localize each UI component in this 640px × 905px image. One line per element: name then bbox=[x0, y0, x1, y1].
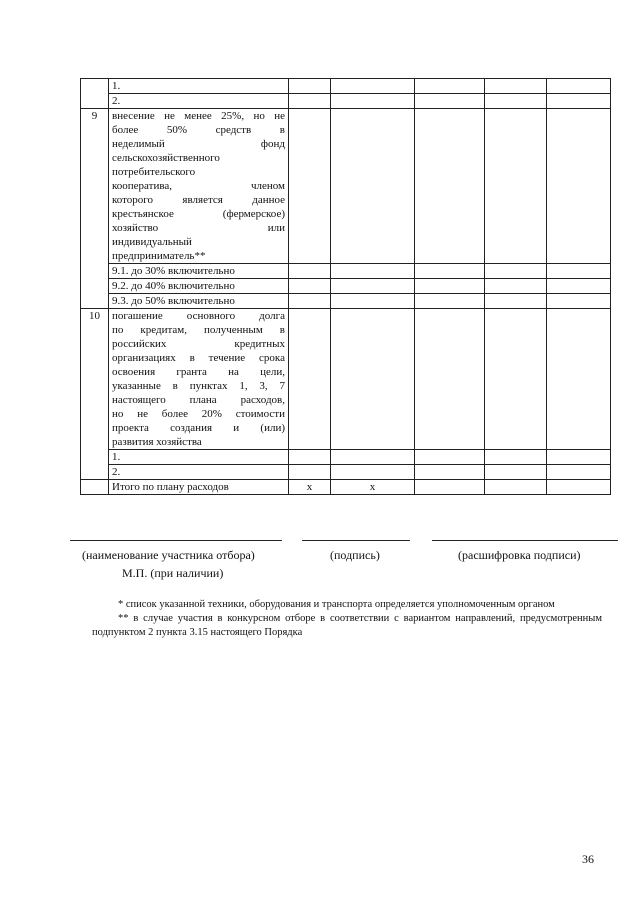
description-line: кооператива, членом bbox=[112, 180, 285, 192]
value-cell bbox=[331, 79, 415, 94]
value-cell bbox=[485, 94, 547, 109]
table-row bbox=[81, 279, 611, 294]
value-cell bbox=[547, 450, 611, 465]
row-description-cell bbox=[109, 109, 289, 264]
value-cell bbox=[331, 465, 415, 480]
value-cell bbox=[485, 279, 547, 294]
row-description-cell bbox=[109, 309, 289, 450]
value-cell bbox=[547, 309, 611, 450]
value-cell bbox=[415, 79, 485, 94]
expense-plan-table bbox=[80, 78, 611, 495]
table-row bbox=[81, 294, 611, 309]
table-row bbox=[81, 79, 611, 94]
description-line: неделимый фонд bbox=[112, 138, 285, 150]
value-cell bbox=[485, 450, 547, 465]
value-cell bbox=[289, 79, 331, 94]
value-cell bbox=[547, 279, 611, 294]
total-x-cell: х bbox=[289, 480, 331, 495]
footnotes bbox=[92, 598, 602, 640]
value-cell bbox=[485, 109, 547, 264]
value-cell bbox=[289, 109, 331, 264]
description-line: российских кредитных bbox=[112, 338, 285, 350]
value-cell bbox=[331, 264, 415, 279]
table-row bbox=[81, 264, 611, 279]
page-number: 36 bbox=[582, 852, 594, 866]
row-description-cell: 2. bbox=[109, 94, 289, 109]
row-number-cell: 9 bbox=[81, 109, 109, 309]
total-number-cell bbox=[81, 480, 109, 495]
value-cell bbox=[485, 480, 547, 495]
value-cell bbox=[289, 264, 331, 279]
footnote-2: ** в случае участия в конкурсном отборе в соответствии с вариантом направлений, предусмотренным подпунктом 2 пункта 3.15 настоящего Порядка bbox=[92, 613, 602, 638]
row-description-cell: 1. bbox=[109, 79, 289, 94]
total-row bbox=[81, 480, 611, 495]
description-line: проекта создания и (или) bbox=[112, 422, 285, 434]
row-description-cell: 9.1. до 30% включительно bbox=[109, 264, 289, 279]
stamp-caption: М.П. (при наличии) bbox=[122, 566, 224, 580]
value-cell bbox=[289, 465, 331, 480]
table-row bbox=[81, 109, 611, 264]
row-description-cell: 1. bbox=[109, 450, 289, 465]
value-cell bbox=[331, 279, 415, 294]
description-line: предприниматель** bbox=[112, 250, 206, 262]
value-cell bbox=[547, 79, 611, 94]
value-cell bbox=[331, 294, 415, 309]
value-cell bbox=[485, 79, 547, 94]
description-line: потребительского bbox=[112, 166, 196, 178]
value-cell bbox=[331, 309, 415, 450]
description-line: которого является данное bbox=[112, 194, 285, 206]
decode-line bbox=[432, 540, 618, 541]
sign-line bbox=[302, 540, 410, 541]
row-number-cell bbox=[81, 79, 109, 109]
description-line: организациях в течение срока bbox=[112, 352, 285, 364]
signature-lines bbox=[70, 540, 618, 544]
description-line: крестьянское (фермерское) bbox=[112, 208, 285, 220]
table-row bbox=[81, 309, 611, 450]
description-line: развития хозяйства bbox=[112, 436, 202, 448]
value-cell bbox=[415, 450, 485, 465]
value-cell bbox=[485, 264, 547, 279]
footnote-1: * список указанной техники, оборудования и транспорта определяется уполномоченным органом bbox=[118, 599, 555, 610]
value-cell bbox=[485, 465, 547, 480]
value-cell bbox=[547, 264, 611, 279]
value-cell bbox=[331, 450, 415, 465]
table-row bbox=[81, 450, 611, 465]
row-description-cell: 9.3. до 50% включительно bbox=[109, 294, 289, 309]
table-row bbox=[81, 94, 611, 109]
value-cell bbox=[415, 264, 485, 279]
value-cell bbox=[289, 94, 331, 109]
description-line: настоящего плана расходов, bbox=[112, 394, 285, 406]
value-cell bbox=[485, 309, 547, 450]
description-line: погашение основного долга bbox=[112, 310, 285, 322]
participant-line bbox=[70, 540, 282, 541]
description-line: хозяйство или bbox=[112, 222, 285, 234]
total-x-cell: х bbox=[331, 480, 415, 495]
value-cell bbox=[547, 465, 611, 480]
value-cell bbox=[547, 109, 611, 264]
description-line: освоения гранта на цели, bbox=[112, 366, 285, 378]
value-cell bbox=[415, 109, 485, 264]
value-cell bbox=[415, 480, 485, 495]
value-cell bbox=[415, 294, 485, 309]
participant-caption: (наименование участника отбора) bbox=[82, 548, 255, 562]
value-cell bbox=[289, 294, 331, 309]
description-line: по кредитам, полученным в bbox=[112, 324, 285, 336]
value-cell bbox=[415, 94, 485, 109]
row-number-cell: 10 bbox=[81, 309, 109, 480]
value-cell bbox=[415, 309, 485, 450]
description-line: внесение не менее 25%, но не bbox=[112, 110, 285, 122]
value-cell bbox=[331, 94, 415, 109]
sign-caption: (подпись) bbox=[330, 548, 380, 562]
value-cell bbox=[289, 450, 331, 465]
table-row bbox=[81, 465, 611, 480]
total-label: Итого по плану расходов bbox=[109, 480, 289, 495]
value-cell bbox=[415, 465, 485, 480]
description-line: сельскохозяйственного bbox=[112, 152, 220, 164]
value-cell bbox=[331, 109, 415, 264]
value-cell bbox=[485, 294, 547, 309]
value-cell bbox=[289, 279, 331, 294]
value-cell bbox=[289, 309, 331, 450]
decode-caption: (расшифровка подписи) bbox=[458, 548, 581, 562]
description-line: но не более 20% стоимости bbox=[112, 408, 285, 420]
value-cell bbox=[547, 480, 611, 495]
description-line: более 50% средств в bbox=[112, 124, 285, 136]
row-description-cell: 2. bbox=[109, 465, 289, 480]
description-line: индивидуальный bbox=[112, 236, 192, 248]
value-cell bbox=[547, 94, 611, 109]
value-cell bbox=[547, 294, 611, 309]
row-description-cell: 9.2. до 40% включительно bbox=[109, 279, 289, 294]
value-cell bbox=[415, 279, 485, 294]
description-line: указанные в пунктах 1, 3, 7 bbox=[112, 380, 285, 392]
